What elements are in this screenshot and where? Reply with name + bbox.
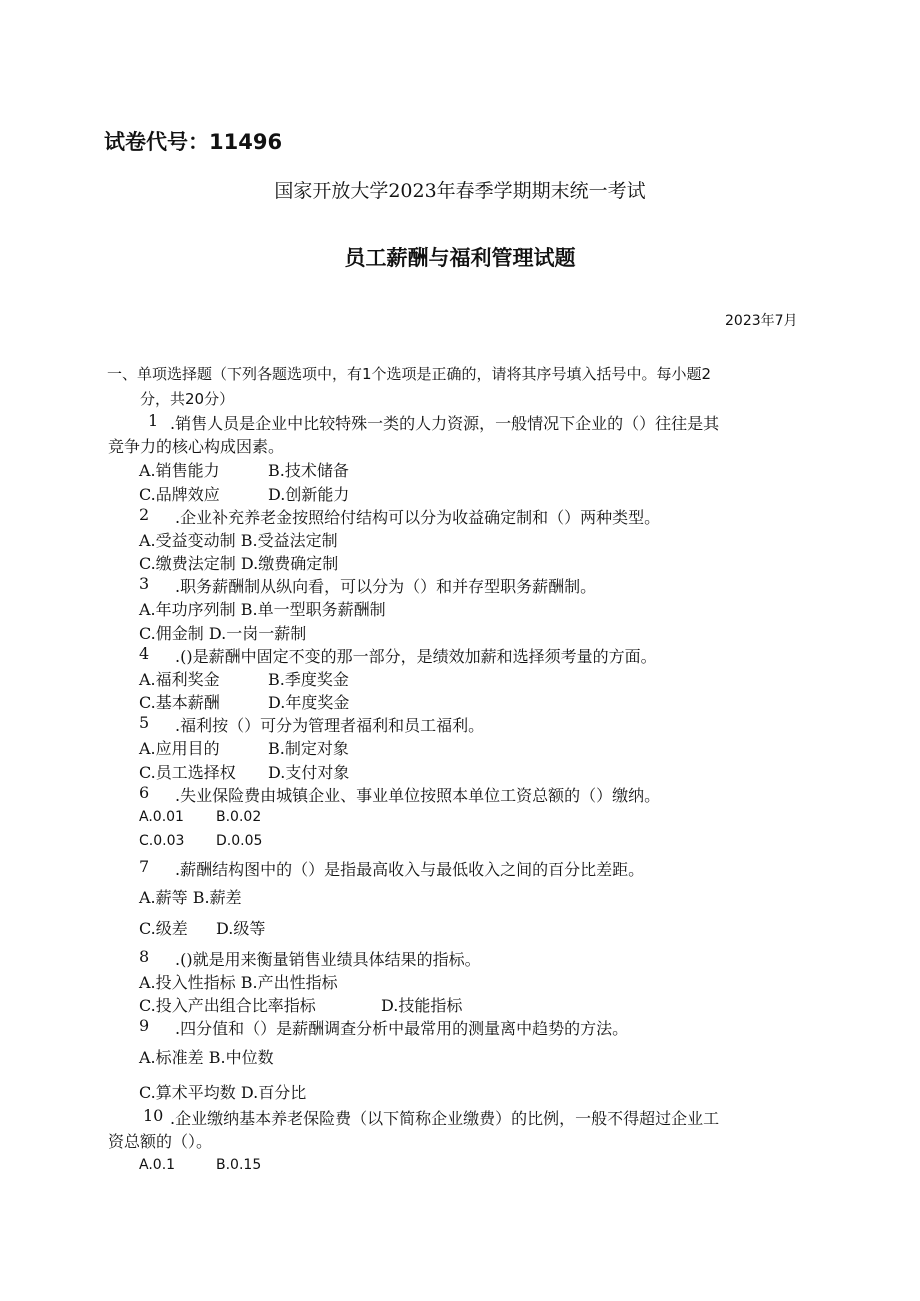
question-2-stem: .企业补充养老金按照给付结构可以分为收益确定制和（）两种类型。 — [175, 508, 661, 527]
question-4-option-b: B.季度奖金 — [268, 670, 349, 689]
section-heading: 一、单项选择题（下列各题选项中，有1个选项是正确的，请将其序号填入括号中。每小题2 — [107, 365, 712, 383]
question-10-number: 10 — [143, 1106, 164, 1125]
exam-code: 试卷代号：11496 — [104, 130, 283, 154]
question-1-option-d: D.创新能力 — [268, 485, 350, 504]
question-6-stem: .失业保险费由城镇企业、事业单位按照本单位工资总额的（）缴纳。 — [175, 786, 661, 805]
question-2-option-cd: C.缴费法定制 D.缴费确定制 — [139, 554, 339, 573]
question-7-option-ab: A.薪等 B.薪差 — [139, 888, 242, 907]
question-3-stem: .职务薪酬制从纵向看，可以分为（）和并存型职务薪酬制。 — [175, 577, 597, 596]
section-heading-cont: 分，共20分） — [140, 390, 235, 408]
question-5-number: 5 — [139, 713, 150, 732]
question-5-stem: .福利按（）可分为管理者福利和员工福利。 — [175, 716, 485, 735]
question-1-stem-cont: 竞争力的核心构成因素。 — [108, 437, 285, 456]
question-6-option-b: B.0.02 — [216, 809, 262, 825]
question-10-option-b: B.0.15 — [216, 1157, 262, 1173]
question-4-stem: .()是薪酬中固定不变的那一部分，是绩效加薪和选择须考量的方面。 — [175, 647, 657, 666]
exam-name: 国家开放大学2023年春季学期期末统一考试 — [274, 180, 646, 202]
question-9-number: 9 — [139, 1016, 150, 1035]
question-6-option-c: C.0.03 — [139, 833, 185, 849]
question-6-option-a: A.0.01 — [139, 809, 184, 825]
question-5-option-c: C.员工选择权 — [139, 763, 236, 782]
question-9-stem: .四分值和（）是薪酬调查分析中最常用的测量离中趋势的方法。 — [175, 1019, 629, 1038]
question-4-number: 4 — [139, 644, 150, 663]
question-1-stem: .销售人员是企业中比较特殊一类的人力资源，一般情况下企业的（）往往是其 — [170, 414, 720, 433]
question-3-option-ab: A.年功序列制 B.单一型职务薪酬制 — [139, 600, 386, 619]
question-3-number: 3 — [139, 574, 150, 593]
question-7-stem: .薪酬结构图中的（）是指最高收入与最低收入之间的百分比差距。 — [175, 860, 645, 879]
question-10-option-a: A.0.1 — [139, 1157, 176, 1173]
question-7-option-c: C.级差 — [139, 919, 188, 938]
question-1-option-a: A.销售能力 — [139, 461, 220, 480]
question-8-option-c: C.投入产出组合比率指标 — [139, 996, 316, 1015]
question-4-option-c: C.基本薪酬 — [139, 693, 220, 712]
question-2-option-ab: A.受益变动制 B.受益法定制 — [139, 531, 338, 550]
question-1-option-b: B.技术储备 — [268, 461, 349, 480]
question-7-number: 7 — [139, 857, 150, 876]
question-5-option-b: B.制定对象 — [268, 739, 349, 758]
question-8-option-d: D.技能指标 — [381, 996, 463, 1015]
exam-date: 2023年7月 — [725, 313, 798, 329]
question-1-number: 1 — [148, 411, 159, 430]
question-4-option-d: D.年度奖金 — [268, 693, 350, 712]
question-9-option-ab: A.标准差 B.中位数 — [139, 1048, 274, 1067]
question-6-number: 6 — [139, 783, 150, 802]
question-9-option-cd: C.算术平均数 D.百分比 — [139, 1083, 307, 1102]
question-5-option-a: A.应用目的 — [139, 739, 220, 758]
question-2-number: 2 — [139, 505, 150, 524]
question-6-option-d: D.0.05 — [216, 833, 263, 849]
question-8-stem: .()就是用来衡量销售业绩具体结果的指标。 — [175, 950, 481, 969]
page-title: 员工薪酬与福利管理试题 — [344, 246, 576, 270]
question-10-stem-cont: 资总额的（）。 — [108, 1132, 213, 1151]
question-7-option-d: D.级等 — [216, 919, 266, 938]
question-4-option-a: A.福利奖金 — [139, 670, 220, 689]
question-8-option-ab: A.投入性指标 B.产出性指标 — [139, 973, 338, 992]
question-10-stem: .企业缴纳基本养老保险费（以下简称企业缴费）的比例，一般不得超过企业工 — [170, 1109, 720, 1128]
question-1-option-c: C.品牌效应 — [139, 485, 220, 504]
question-5-option-d: D.支付对象 — [268, 763, 350, 782]
question-8-number: 8 — [139, 947, 150, 966]
question-3-option-cd: C.佣金制 D.一岗一薪制 — [139, 624, 307, 643]
